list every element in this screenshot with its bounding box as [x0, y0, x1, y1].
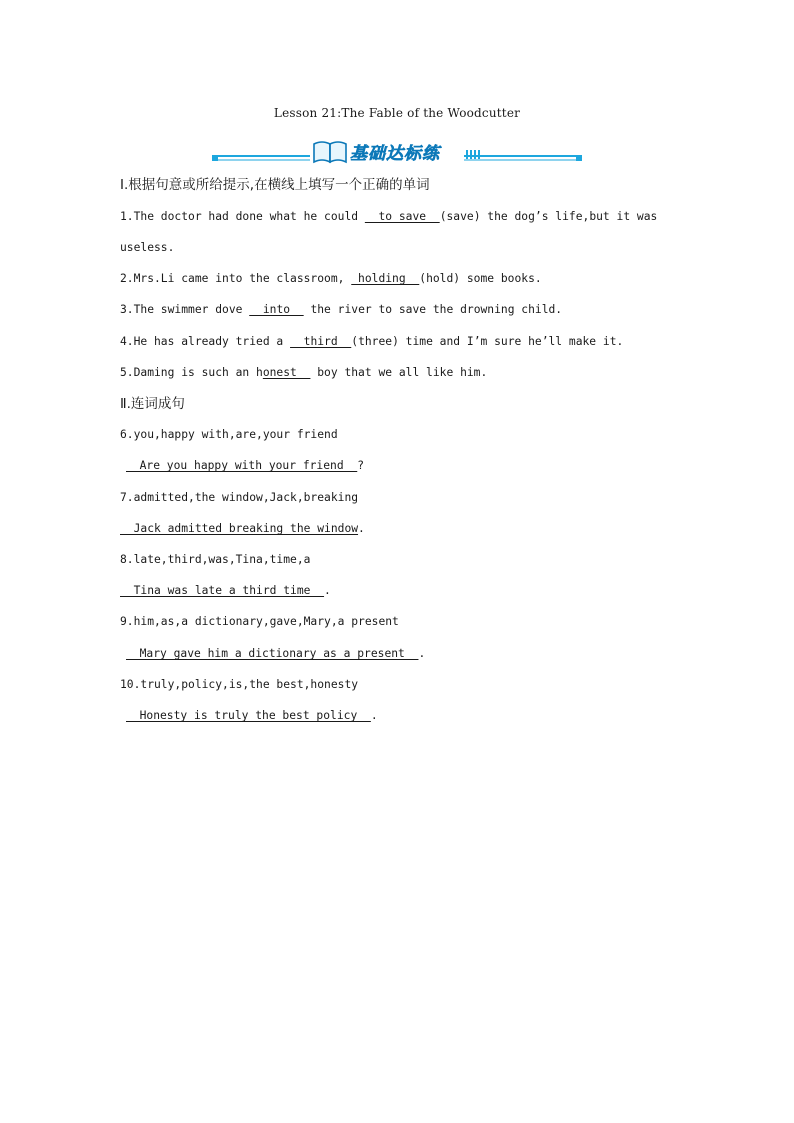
q7-answer: Jack admitted breaking the window: [120, 522, 359, 535]
q3-text-b: the river to save the drowning child.: [303, 303, 563, 316]
banner-label: 基础达标练: [350, 144, 440, 164]
q6-end: ?: [357, 459, 365, 472]
q1-text-a: 1.The doctor had done what he could: [120, 210, 365, 223]
q4-answer: third: [290, 335, 352, 348]
q8-end: .: [324, 584, 331, 597]
question-5: [120, 365, 487, 381]
q1-text-b: (save) the dog’s life,but it was: [439, 210, 658, 223]
q8-answer: Tina was late a third time: [120, 584, 325, 597]
q10-end: .: [370, 709, 378, 722]
question-8-prompt: 8.late,third,was,Tina,time,a: [120, 553, 311, 566]
question-1: [120, 209, 657, 225]
q7-end: .: [358, 522, 365, 535]
book-icon: [314, 142, 346, 162]
q5-answer: onest: [262, 366, 311, 379]
q2-text-b: (hold) some books.: [419, 272, 542, 285]
question-3: [120, 302, 562, 318]
question-6-answer-line: [126, 458, 364, 474]
q6-answer: Are you happy with your friend: [126, 459, 358, 472]
question-4: [120, 334, 623, 350]
question-9-prompt: 9.him,as,a dictionary,gave,Mary,a present: [120, 615, 399, 628]
question-7-answer-line: [120, 521, 365, 537]
section-2-heading: Ⅱ.连词成句: [120, 396, 185, 412]
q2-answer: holding: [351, 272, 420, 285]
q5-text-a: 5.Daming is such an h: [120, 366, 263, 379]
q2-text-a: 2.Mrs.Li came into the classroom,: [120, 272, 352, 285]
q3-answer: into: [249, 303, 304, 316]
q9-end: .: [418, 647, 426, 660]
question-10-prompt: 10.truly,policy,is,the best,honesty: [120, 678, 359, 691]
question-8-answer-line: [120, 583, 331, 599]
q5-text-b: boy that we all like him.: [310, 366, 488, 379]
page-title: Lesson 21:The Fable of the Woodcutter: [273, 106, 521, 120]
q9-answer: Mary gave him a dictionary as a present: [126, 647, 419, 660]
section-1-heading: Ⅰ.根据句意或所给提示,在横线上填写一个正确的单词: [120, 177, 430, 193]
q4-text-a: 4.He has already tried a: [120, 335, 291, 348]
question-6-prompt: 6.you,happy with,are,your friend: [120, 428, 338, 441]
q1-answer: to save: [364, 210, 440, 223]
q10-answer: Honesty is truly the best policy: [126, 709, 371, 722]
question-7-prompt: 7.admitted,the window,Jack,breaking: [120, 491, 359, 504]
question-2: [120, 271, 542, 287]
q3-text-a: 3.The swimmer dove: [120, 303, 250, 316]
q4-text-b: (three) time and I’m sure he’ll make it.: [351, 335, 624, 348]
question-1-cont: useless.: [120, 241, 175, 254]
question-9-answer-line: [126, 646, 425, 662]
section-banner: [212, 136, 584, 166]
question-10-answer-line: [126, 708, 378, 724]
